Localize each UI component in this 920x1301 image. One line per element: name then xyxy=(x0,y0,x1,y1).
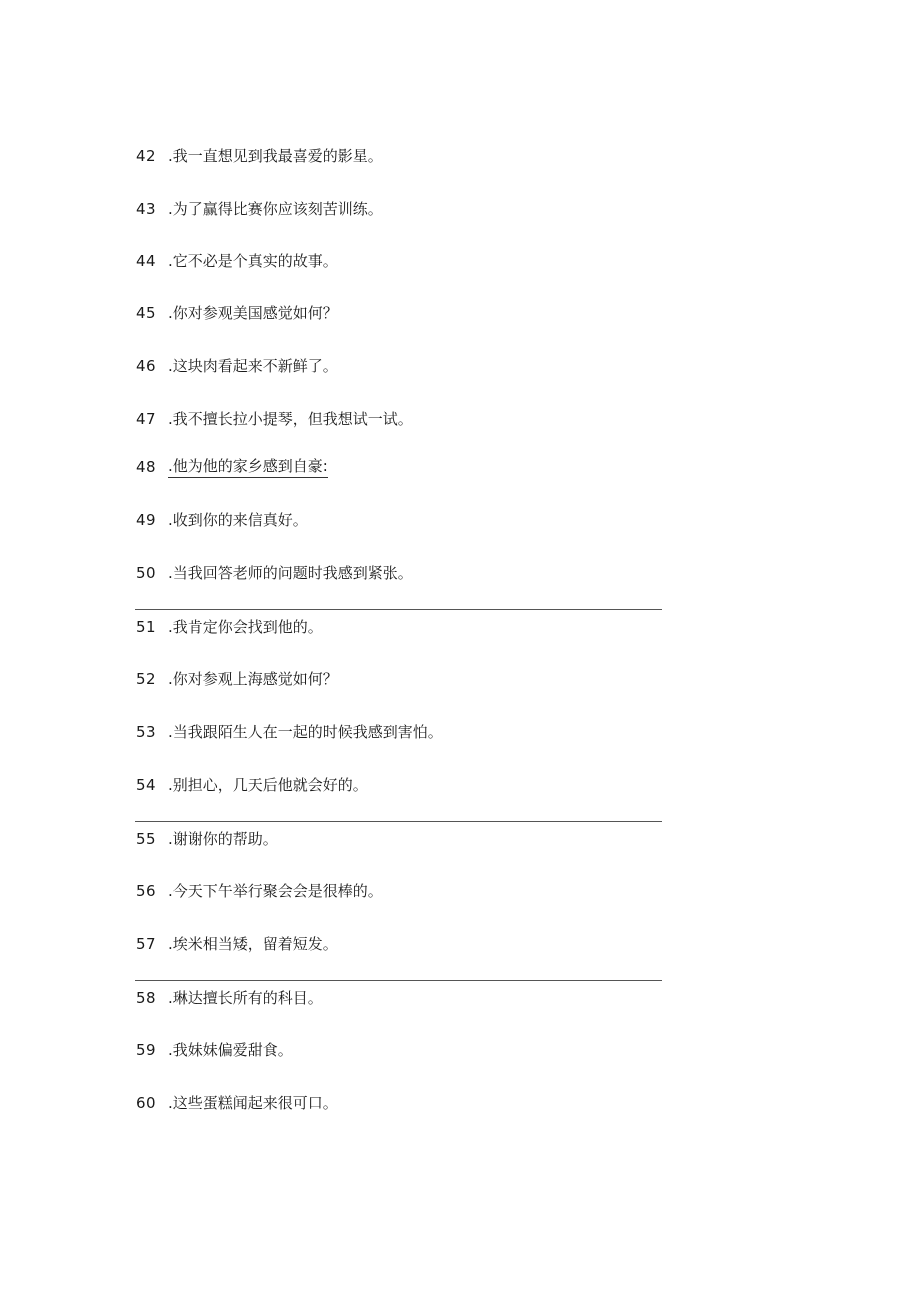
sentence-item-53 xyxy=(0,722,700,746)
sentence-item-44 xyxy=(0,251,700,275)
item-text: .这块肉看起来不新鲜了。 xyxy=(168,357,338,375)
item-number: 52 xyxy=(136,670,157,688)
item-text: .别担心，几天后他就会好的。 xyxy=(168,776,368,794)
sentence-item-55 xyxy=(0,829,700,853)
item-text: .你对参观美国感觉如何？ xyxy=(168,304,338,322)
sentence-item-47 xyxy=(0,409,700,433)
item-text: .当我回答老师的问题时我感到紧张。 xyxy=(168,564,413,582)
item-number: 46 xyxy=(136,357,157,375)
item-number: 49 xyxy=(136,511,157,529)
item-number: 48 xyxy=(136,458,157,476)
item-number: 47 xyxy=(136,410,157,428)
item-number: 43 xyxy=(136,200,157,218)
item-number: 55 xyxy=(136,830,157,848)
item-number: 53 xyxy=(136,723,157,741)
sentence-item-57 xyxy=(0,934,700,958)
item-text: .这些蛋糕闻起来很可口。 xyxy=(168,1094,338,1112)
horizontal-rule xyxy=(135,609,662,610)
sentence-item-42 xyxy=(0,146,700,170)
item-text: .琳达擅长所有的科目。 xyxy=(168,989,323,1007)
item-text: .你对参观上海感觉如何？ xyxy=(168,670,338,688)
item-text: .我妹妹偏爱甜食。 xyxy=(168,1041,293,1059)
item-number: 57 xyxy=(136,935,157,953)
item-text: .收到你的来信真好。 xyxy=(168,511,308,529)
horizontal-rule xyxy=(135,821,662,822)
item-text: .他为他的家乡感到自豪: xyxy=(168,457,328,478)
item-number: 56 xyxy=(136,882,157,900)
item-text: .埃米相当矮，留着短发。 xyxy=(168,935,338,953)
sentence-item-60 xyxy=(0,1093,700,1117)
sentence-item-59 xyxy=(0,1040,700,1064)
item-number: 42 xyxy=(136,147,157,165)
item-number: 59 xyxy=(136,1041,157,1059)
sentence-item-58 xyxy=(0,988,700,1012)
sentence-item-46 xyxy=(0,356,700,380)
item-text: .我不擅长拉小提琴，但我想试一试。 xyxy=(168,410,413,428)
item-text: .为了赢得比赛你应该刻苦训练。 xyxy=(168,200,383,218)
item-text: .它不必是个真实的故事。 xyxy=(168,252,338,270)
sentence-item-52 xyxy=(0,669,700,693)
horizontal-rule xyxy=(135,980,662,981)
sentence-item-43 xyxy=(0,199,700,223)
item-number: 54 xyxy=(136,776,157,794)
sentence-item-54 xyxy=(0,775,700,799)
sentence-item-48 xyxy=(0,457,700,481)
item-number: 45 xyxy=(136,304,157,322)
sentence-item-50 xyxy=(0,563,700,587)
item-text: .谢谢你的帮助。 xyxy=(168,830,278,848)
item-text: .当我跟陌生人在一起的时候我感到害怕。 xyxy=(168,723,443,741)
item-number: 50 xyxy=(136,564,157,582)
sentence-item-56 xyxy=(0,881,700,905)
item-text: .我肯定你会找到他的。 xyxy=(168,618,323,636)
item-text: .我一直想见到我最喜爱的影星。 xyxy=(168,147,383,165)
sentence-item-49 xyxy=(0,510,700,534)
item-text: .今天下午举行聚会会是很棒的。 xyxy=(168,882,383,900)
item-number: 60 xyxy=(136,1094,157,1112)
sentence-item-45 xyxy=(0,303,700,327)
sentence-item-51 xyxy=(0,617,700,641)
item-number: 51 xyxy=(136,618,157,636)
item-number: 44 xyxy=(136,252,157,270)
item-number: 58 xyxy=(136,989,157,1007)
